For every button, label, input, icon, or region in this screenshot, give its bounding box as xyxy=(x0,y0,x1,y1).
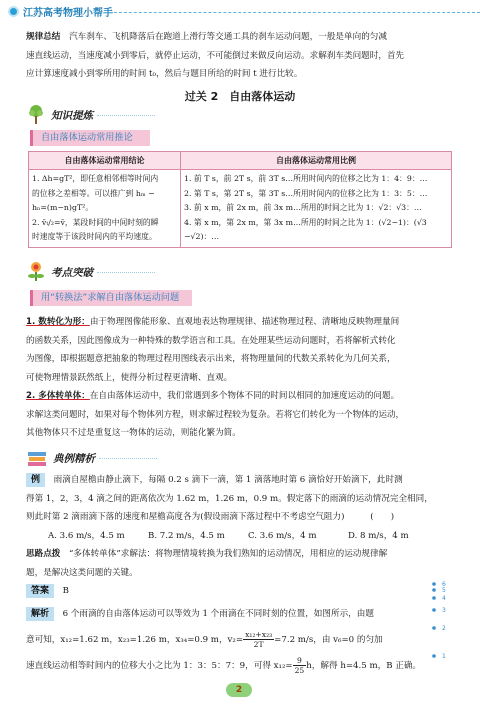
raindrop-diagram xyxy=(428,580,468,670)
breakthrough-paragraph-2 xyxy=(26,387,454,443)
analysis-tag: 解析 xyxy=(26,607,54,621)
example-heading xyxy=(26,446,157,470)
route-line: 题，是解决这类问题的关键。 xyxy=(26,567,138,578)
analysis-line: 速直线运动相等时间内的位移大小之比为 1：3：5：7：9，可得 x₁₂= xyxy=(26,661,293,671)
answer-blank: ( ) xyxy=(370,512,395,522)
analysis-line: =7.2 m/s，由 v₆=0 的匀加 xyxy=(274,635,383,645)
fraction-numerator: 9 xyxy=(293,656,307,666)
answer-value: B xyxy=(62,586,69,596)
table-right-line: 4. 第 x m，第 2x m，第 3x m…所用的时间之比为 1：(√2−1)：(√3 xyxy=(184,217,427,227)
route-paragraph xyxy=(26,545,454,582)
table-header-left: 自由落体运动常用结论 xyxy=(29,152,181,170)
breakthrough-heading-text: 考点突破 xyxy=(51,266,93,279)
raindrop-4 xyxy=(432,596,436,600)
question-line: 雨滴自屋檐由静止滴下，每隔 0.2 s 滴下一滴，第 1 滴落地时第 6 滴恰好开始滴下，此时测 xyxy=(53,475,403,485)
formula-table xyxy=(28,151,452,248)
knowledge-bar: 自由落体运动常用推论 xyxy=(30,130,150,146)
analysis-line: h，解得 h=4.5 m，B 正确。 xyxy=(306,661,422,671)
p2-line: 其他物体只不过是重复这一物体的运动，则能化繁为简。 xyxy=(26,428,241,438)
table-left-line: 2. v̄ₜ/₂=v̄，某段时间的中间时刻的瞬 xyxy=(32,217,159,227)
page-number: 2 xyxy=(226,683,252,697)
heading-dots xyxy=(97,115,155,116)
p2-label: 2. 多体转单体： xyxy=(26,391,90,401)
heading-dots xyxy=(99,458,157,459)
height-fraction xyxy=(293,656,307,675)
fraction-numerator: x₁₂+x₂₃ xyxy=(245,630,273,639)
option-b: B. 7.2 m/s，4.5 m xyxy=(148,531,225,541)
summary-label: 规律总结 xyxy=(26,32,61,42)
raindrop-3 xyxy=(432,608,436,612)
option-c: C. 3.6 m/s，4 m xyxy=(248,531,317,541)
fraction-denominator: 25 xyxy=(294,666,305,675)
raindrop-label: 5 xyxy=(442,587,446,594)
sprout-icon xyxy=(26,261,46,283)
table-cell-right xyxy=(181,170,452,248)
header-divider xyxy=(94,12,480,13)
p1-line: 为图像，即根据题意把抽象的物理过程用图线表示出来，将物理量间的代数关系转化为几何关系， xyxy=(26,354,396,364)
knowledge-heading-text: 知识提炼 xyxy=(51,109,93,122)
table-left-line: hₙ=(m−n)gT²。 xyxy=(32,203,94,213)
table-right-line: −√2)：… xyxy=(184,232,220,242)
brand-logo-icon xyxy=(8,6,19,17)
p1-line: 的函数关系，因此图像成为一种特殊的数学语言和工具。在处理某些运动问题时，若将解析式转化 xyxy=(26,335,396,346)
raindrop-label: 1 xyxy=(442,653,446,660)
table-right-line: 3. 前 x m，前 2x m，前 3x m…所用的时间之比为 1：√2：√3：… xyxy=(184,203,422,213)
table-left-line: 1. Δh=gT²，即任意相邻相等时间内 xyxy=(32,174,159,183)
table-left-line: 的位移之差相等。可以推广到 hₘ − xyxy=(32,188,155,198)
raindrop-label: 2 xyxy=(442,625,446,632)
breakthrough-paragraph-1 xyxy=(26,313,454,387)
page-header xyxy=(0,0,480,24)
example-question xyxy=(26,471,454,527)
section-title: 过关 2 自由落体运动 xyxy=(184,90,296,103)
p1-line: 可使物理情景跃然纸上，使得分析过程更清晰、直观。 xyxy=(26,372,233,383)
p1-line: 由于物理图像能形象、直观地表达物理规律、描述物理过程、清晰地反映物理量间 xyxy=(89,317,400,327)
summary-paragraph xyxy=(26,28,454,84)
answer-options xyxy=(48,529,448,541)
heading-dots xyxy=(97,272,155,273)
raindrop-label: 4 xyxy=(442,595,446,602)
p2-line: 在自由落体运动中，我们常遇到多个物体不同的时间以相同的加速度运动的问题。 xyxy=(89,391,400,401)
route-line: “多体转单体”求解法：将物理情境转换为我们熟知的运动情况，用相应的运动规律解 xyxy=(69,549,388,559)
summary-line-3: 应计算速度减小到零所用的时间 t₀，然后与题目所给的时间 t 进行比较。 xyxy=(26,69,303,79)
knowledge-heading xyxy=(26,103,155,127)
books-icon xyxy=(26,448,48,468)
p2-line: 求解这类问题时，如果对每个物体列方程，则求解过程较为复杂。若将它们转化为一个物体的运动， xyxy=(26,409,405,420)
raindrop-5 xyxy=(432,588,436,592)
question-line: 则此时第 2 滴雨滴下落的速度和屋檐高度各为(假设雨滴下落过程中不考虑空气阻力) xyxy=(26,512,345,522)
table-header-right: 自由落体运动常用比例 xyxy=(181,152,452,170)
route-label: 思路点拨 xyxy=(26,549,61,559)
breakthrough-heading xyxy=(26,260,155,284)
option-a: A. 3.6 m/s，4.5 m xyxy=(48,531,125,541)
table-left-line: 时速度等于该段时间内的平均速度。 xyxy=(32,232,157,242)
table-right-line: 1. 前 T s，前 2T s，前 3T s…所用时间内的位移之比为 1：4：9：… xyxy=(184,174,428,183)
velocity-fraction xyxy=(243,630,274,649)
tree-icon xyxy=(26,104,46,126)
raindrop-2 xyxy=(432,626,436,630)
raindrop-6 xyxy=(432,582,436,586)
brand-title: 江苏高考物理小帮手 xyxy=(23,8,113,19)
example-heading-text: 典例精析 xyxy=(53,452,95,465)
raindrop-label: 3 xyxy=(442,607,446,614)
table-cell-left xyxy=(29,170,181,248)
answer-row xyxy=(26,582,426,601)
summary-line-1: 汽车刹车、飞机降落后在跑道上滑行等交通工具的刹车运动问题，一般是单向的匀减 xyxy=(69,32,387,42)
summary-line-2: 速直线运动，当速度减小到零后，就停止运动，不可能倒过来做反向运动。求解刹车类问题时，首先 xyxy=(26,50,405,61)
example-tag: 例 xyxy=(26,473,45,487)
raindrop-label: 6 xyxy=(442,581,446,588)
question-line: 得第 1，2，3，4 滴之间的距离依次为 1.62 m，1.26 m，0.9 m。假定落下的雨滴的运动情况完全相同， xyxy=(26,493,433,504)
fraction-denominator: 2T xyxy=(253,640,264,649)
table-right-line: 2. 第 T s，第 2T s，第 3T s…所用时间内的位移之比为 1：3：5：… xyxy=(184,188,428,198)
raindrop-1 xyxy=(432,654,436,658)
analysis-paragraph xyxy=(26,601,426,653)
p1-label: 1. 数转化为形： xyxy=(26,317,90,327)
option-d: D. 8 m/s，4 m xyxy=(348,531,409,541)
breakthrough-bar: 用“转换法”求解自由落体运动问题 xyxy=(30,290,192,306)
analysis-line: 6 个雨滴的自由落体运动可以等效为 1 个雨滴在不同时刻的位置，如图所示，由题 xyxy=(62,609,374,619)
analysis-line: 意可知，x₁₂=1.62 m，x₂₃=1.26 m，x₃₄=0.9 m，v₂= xyxy=(26,635,244,645)
answer-tag: 答案 xyxy=(26,584,54,598)
analysis-last-line xyxy=(26,653,454,679)
